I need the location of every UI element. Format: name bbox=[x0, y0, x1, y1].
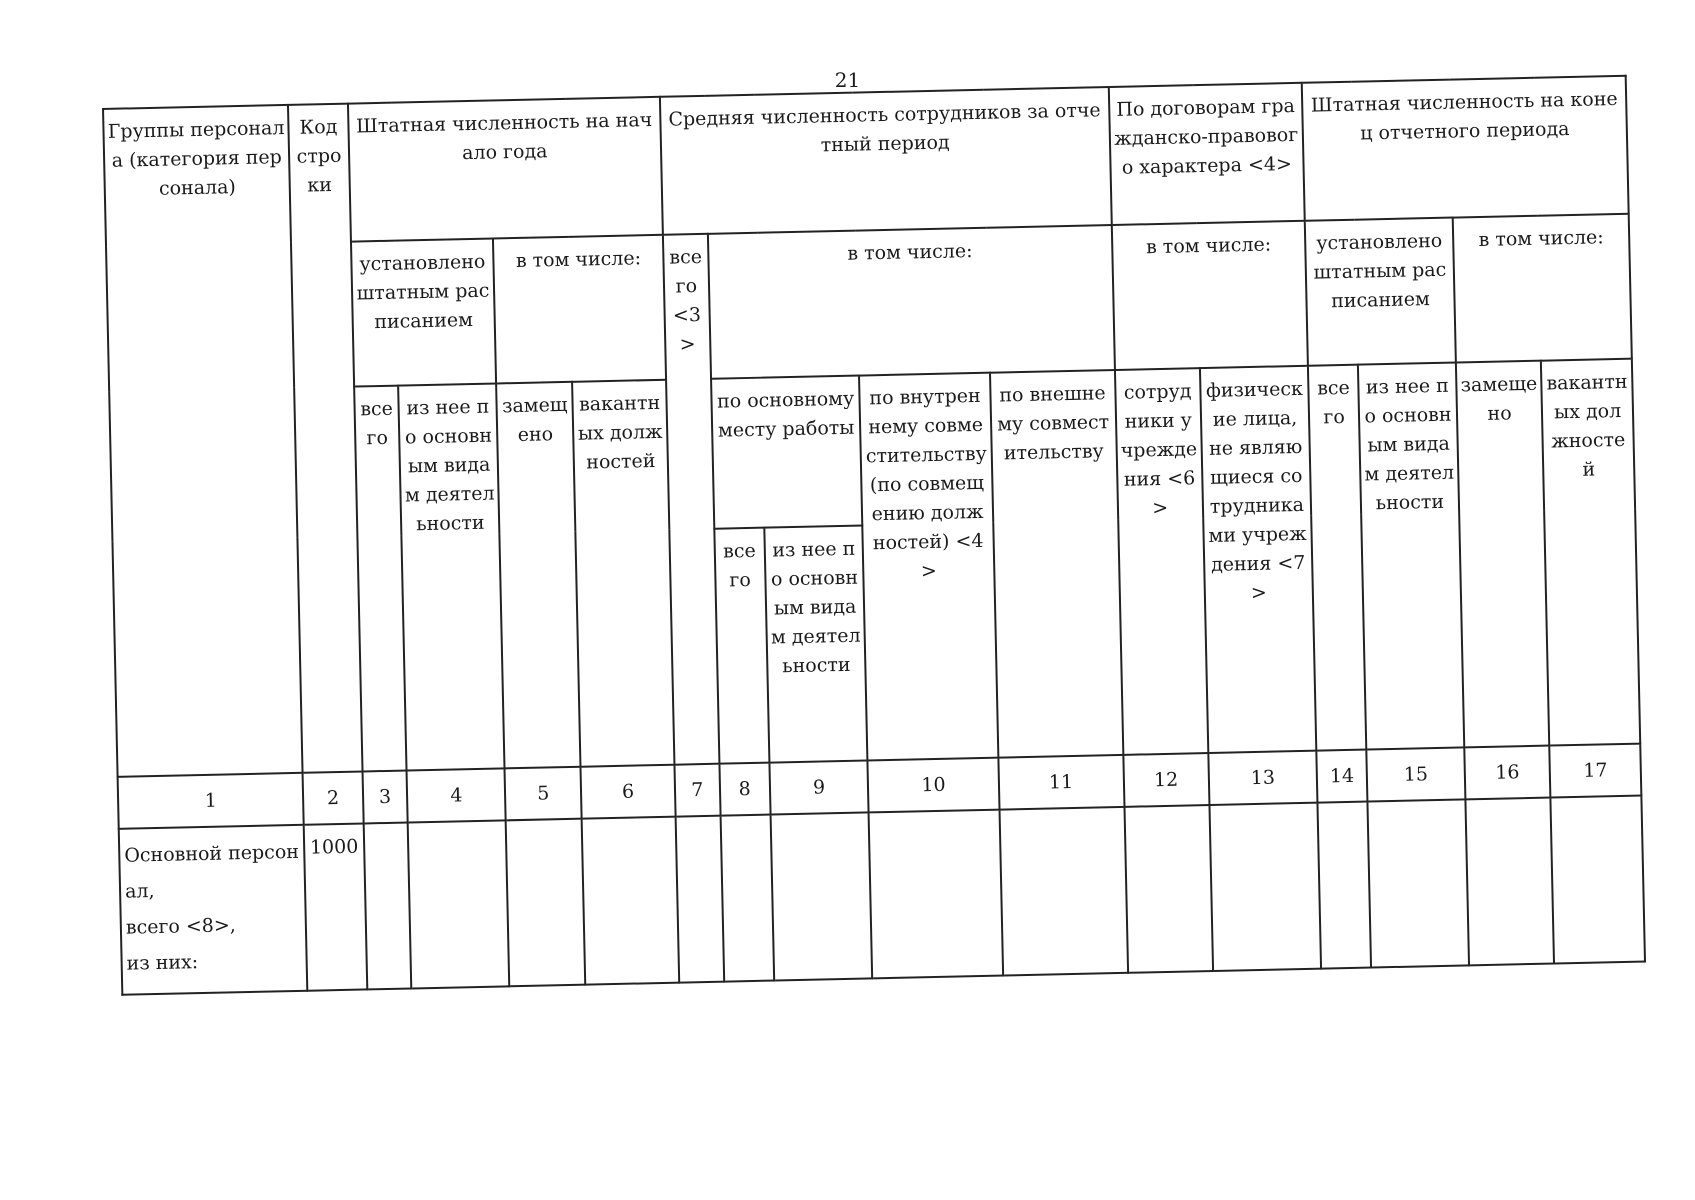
row-value-cell[interactable] bbox=[363, 822, 411, 989]
header-staff-end-of-period: Штатная численность на конец отчетного периода bbox=[1302, 76, 1629, 221]
column-number-cell: 5 bbox=[505, 767, 582, 821]
row-value-cell[interactable] bbox=[506, 819, 586, 987]
page-number: 21 bbox=[834, 68, 861, 92]
header-including-contracts: в том числе: bbox=[1111, 221, 1308, 370]
column-number-cell: 14 bbox=[1316, 750, 1367, 803]
header-end-total: всего bbox=[1308, 365, 1366, 751]
column-number-cell: 13 bbox=[1208, 751, 1317, 805]
header-average-count: Средняя численность сотрудников за отчетный период bbox=[660, 87, 1112, 235]
header-external-combination: по внешнему совместительству bbox=[990, 370, 1123, 758]
row-label-line: Основной персонал, bbox=[124, 840, 300, 903]
row-value-cell[interactable] bbox=[999, 807, 1128, 976]
row-value-cell[interactable] bbox=[720, 815, 774, 982]
header-end-vacant: вакантных должностей bbox=[1541, 359, 1640, 746]
header-including-avg: в том числе: bbox=[708, 225, 1115, 379]
header-staff-start-of-year: Штатная численность на начало года bbox=[348, 97, 663, 242]
header-end-main-activity: из нее по основным видам деятельности bbox=[1358, 363, 1464, 750]
header-row-code: Код строки bbox=[288, 104, 362, 773]
column-number-cell: 9 bbox=[769, 760, 869, 814]
column-number-cell: 4 bbox=[407, 768, 506, 822]
column-number-cell: 17 bbox=[1550, 744, 1642, 798]
row-value-cell[interactable] bbox=[1368, 799, 1469, 967]
header-main-place-of-work: по основному месту работы bbox=[711, 376, 863, 529]
column-number-cell: 15 bbox=[1366, 747, 1465, 801]
row-value-cell[interactable] bbox=[408, 820, 509, 988]
header-start-total: всего bbox=[354, 386, 407, 772]
header-start-main-activity: из нее по основным видам деятельности bbox=[398, 383, 504, 770]
row-label-line: всего <8>, bbox=[125, 914, 237, 939]
header-main-place-total: всего bbox=[714, 528, 769, 764]
header-civil-contracts: По договорам гражданско-правового характера <4> bbox=[1108, 83, 1305, 225]
column-number-cell: 7 bbox=[674, 764, 720, 817]
row-value-cell[interactable] bbox=[676, 816, 724, 983]
header-institution-employees: сотрудники учреждения <6> bbox=[1114, 368, 1208, 755]
column-number-cell: 12 bbox=[1123, 753, 1209, 807]
row-value-cell[interactable] bbox=[1551, 796, 1645, 964]
table-row bbox=[119, 796, 1645, 995]
header-start-filled: замещено bbox=[496, 382, 580, 769]
row-value-cell[interactable] bbox=[1124, 805, 1213, 973]
header-avg-total: всего <3> bbox=[663, 234, 719, 765]
header-main-place-main-activity: из нее по основным видам деятельности bbox=[764, 526, 868, 763]
header-established-end: установлено штатным расписанием bbox=[1305, 218, 1456, 366]
header-start-vacant: вакантных должностей bbox=[572, 380, 674, 767]
row-value-cell[interactable] bbox=[1318, 802, 1372, 969]
column-number-cell: 16 bbox=[1464, 746, 1550, 800]
row-code: 1000 bbox=[304, 823, 367, 990]
header-personnel-groups: Группы персонала (категория персонала) bbox=[103, 105, 303, 777]
header-including-start: в том числе: bbox=[493, 235, 666, 384]
column-number-cell: 1 bbox=[118, 773, 304, 829]
header-established-start: установлено штатным расписанием bbox=[351, 238, 497, 386]
header-end-filled: замещено bbox=[1456, 361, 1550, 748]
column-number-cell: 11 bbox=[998, 755, 1124, 810]
column-number-cell: 10 bbox=[868, 758, 999, 813]
row-label-line: из них: bbox=[126, 951, 199, 975]
column-number-cell: 2 bbox=[303, 771, 363, 824]
report-table-sheet bbox=[102, 75, 1646, 996]
column-number-cell: 8 bbox=[719, 763, 770, 816]
row-value-cell[interactable] bbox=[869, 810, 1003, 979]
row-value-cell[interactable] bbox=[770, 812, 872, 980]
row-value-cell[interactable] bbox=[582, 817, 679, 985]
row-value-cell[interactable] bbox=[1209, 803, 1321, 971]
column-number-cell: 3 bbox=[362, 771, 408, 824]
header-internal-combination: по внутреннему совместительству (по совмещению должностей) <4> bbox=[860, 373, 998, 761]
row-label bbox=[119, 825, 308, 995]
column-number-cell: 6 bbox=[581, 765, 676, 819]
staff-count-table bbox=[102, 75, 1646, 996]
header-including-end: в том числе: bbox=[1453, 214, 1632, 363]
header-non-employee-individuals: физические лица, не являющиеся сотрудниками учреждения <7> bbox=[1200, 366, 1317, 753]
row-value-cell[interactable] bbox=[1465, 798, 1554, 966]
